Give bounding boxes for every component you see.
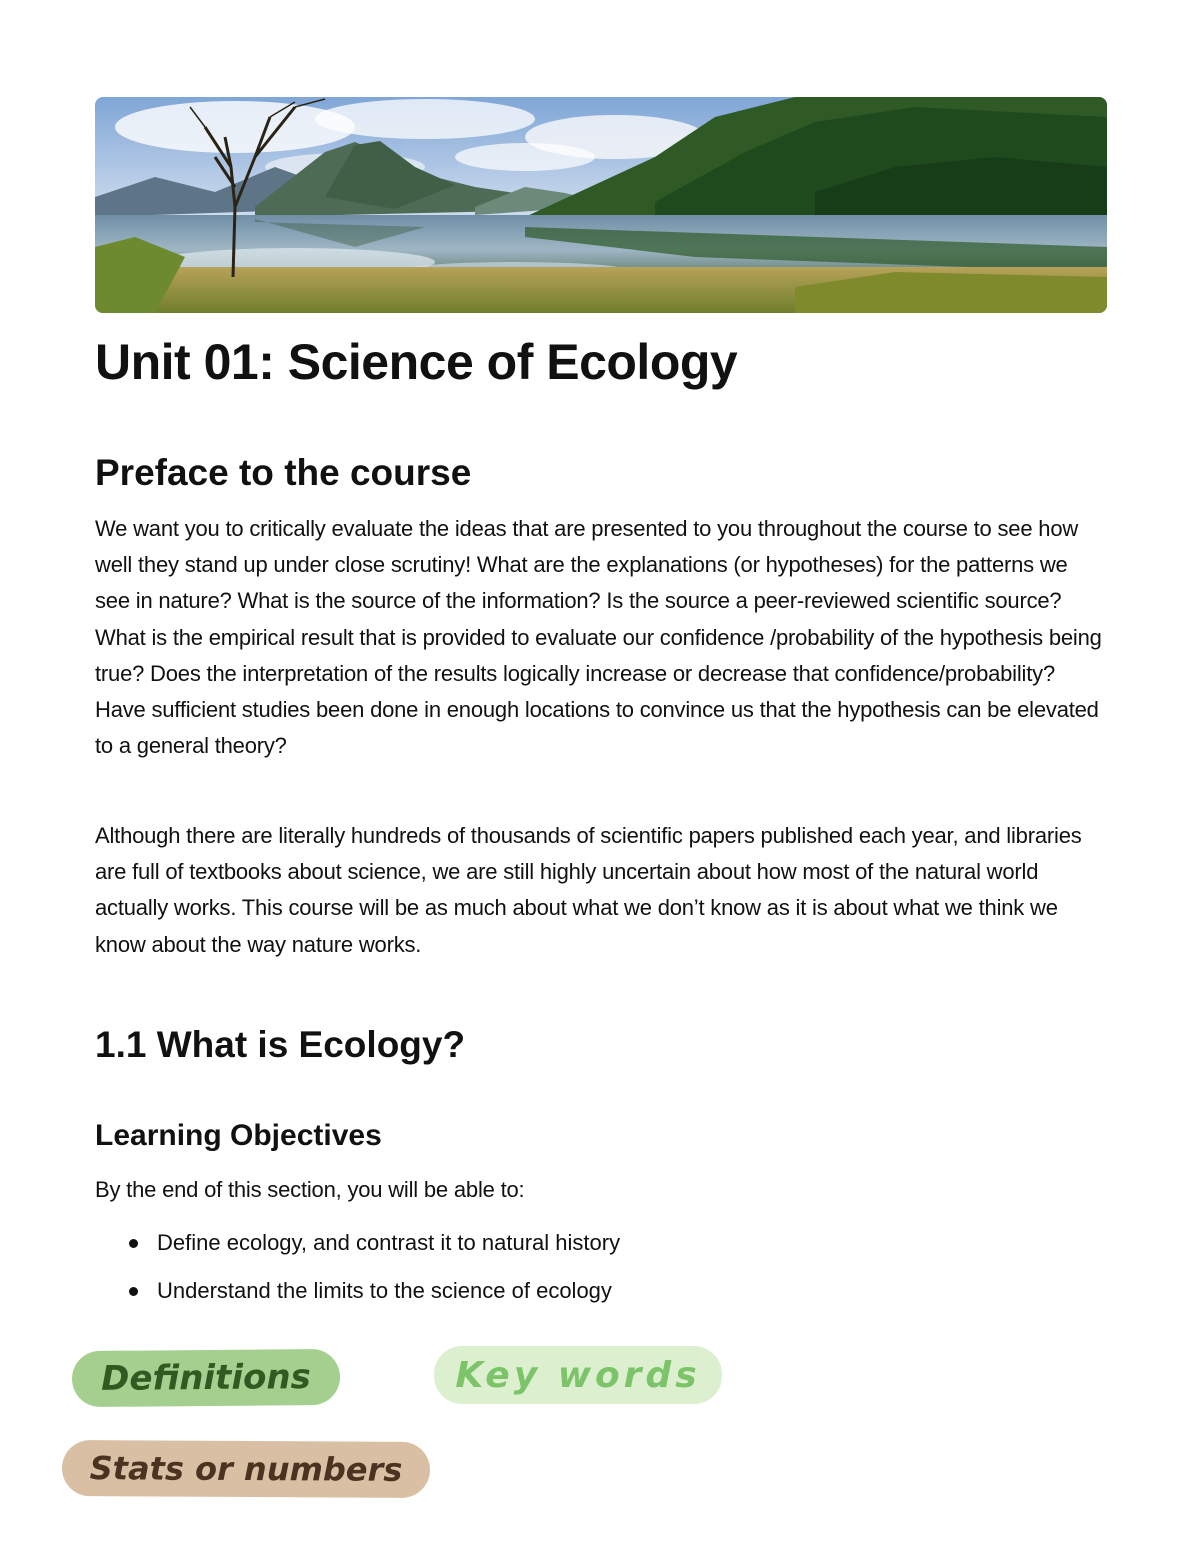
objective-text: Understand the limits to the science of ecology [157,1278,612,1303]
learning-objectives-heading: Learning Objectives [95,1119,382,1152]
legend-key-words-label: Key words [455,1354,701,1396]
legend-stats [62,1440,430,1498]
lake-landscape-photo-icon [95,97,1107,313]
preface-paragraph-2: Although there are literally hundreds of thousands of scientific papers published each year, and libraries are full of textbooks about science, we are still highly uncertain about how most of the natural world actually works. This course will be as much about what we don’t know as it is about what we think we know about the way nature works. [95,823,1082,957]
list-item [95,1273,1107,1321]
bullet-icon [129,1239,138,1248]
objectives-intro: By the end of this section, you will be able to: [95,1177,525,1202]
legend-key-words [434,1346,722,1404]
section-heading: 1.1 What is Ecology? [95,1024,466,1065]
legend-definitions [72,1349,340,1407]
legend-definitions-label: Definitions [101,1357,311,1399]
objectives-list [95,1225,1107,1321]
objective-text: Define ecology, and contrast it to natural history [157,1230,621,1255]
header-landscape-image [95,97,1107,313]
list-item [95,1225,1107,1273]
bullet-icon [129,1287,138,1296]
legend-stats-label: Stats or numbers [89,1449,403,1489]
page-title: Unit 01: Science of Ecology [95,334,738,390]
preface-paragraph-1: We want you to critically evaluate the ideas that are presented to you throughout the course to see how well they stand up under close scrutiny! What are the explanations (or hypotheses) for the patterns we see in nature? What is the source of the information? Is the source a peer-reviewed scientific source? What is the empirical result that is provided to evaluate our confidence /probability of the hypothesis being true? Does the interpretation of the results logically increase or decrease that confidence/probability? Have sufficient studies been done in enough locations to convince us that the hypothesis can be elevated to a general theory? [95,516,1102,759]
preface-heading: Preface to the course [95,452,472,493]
